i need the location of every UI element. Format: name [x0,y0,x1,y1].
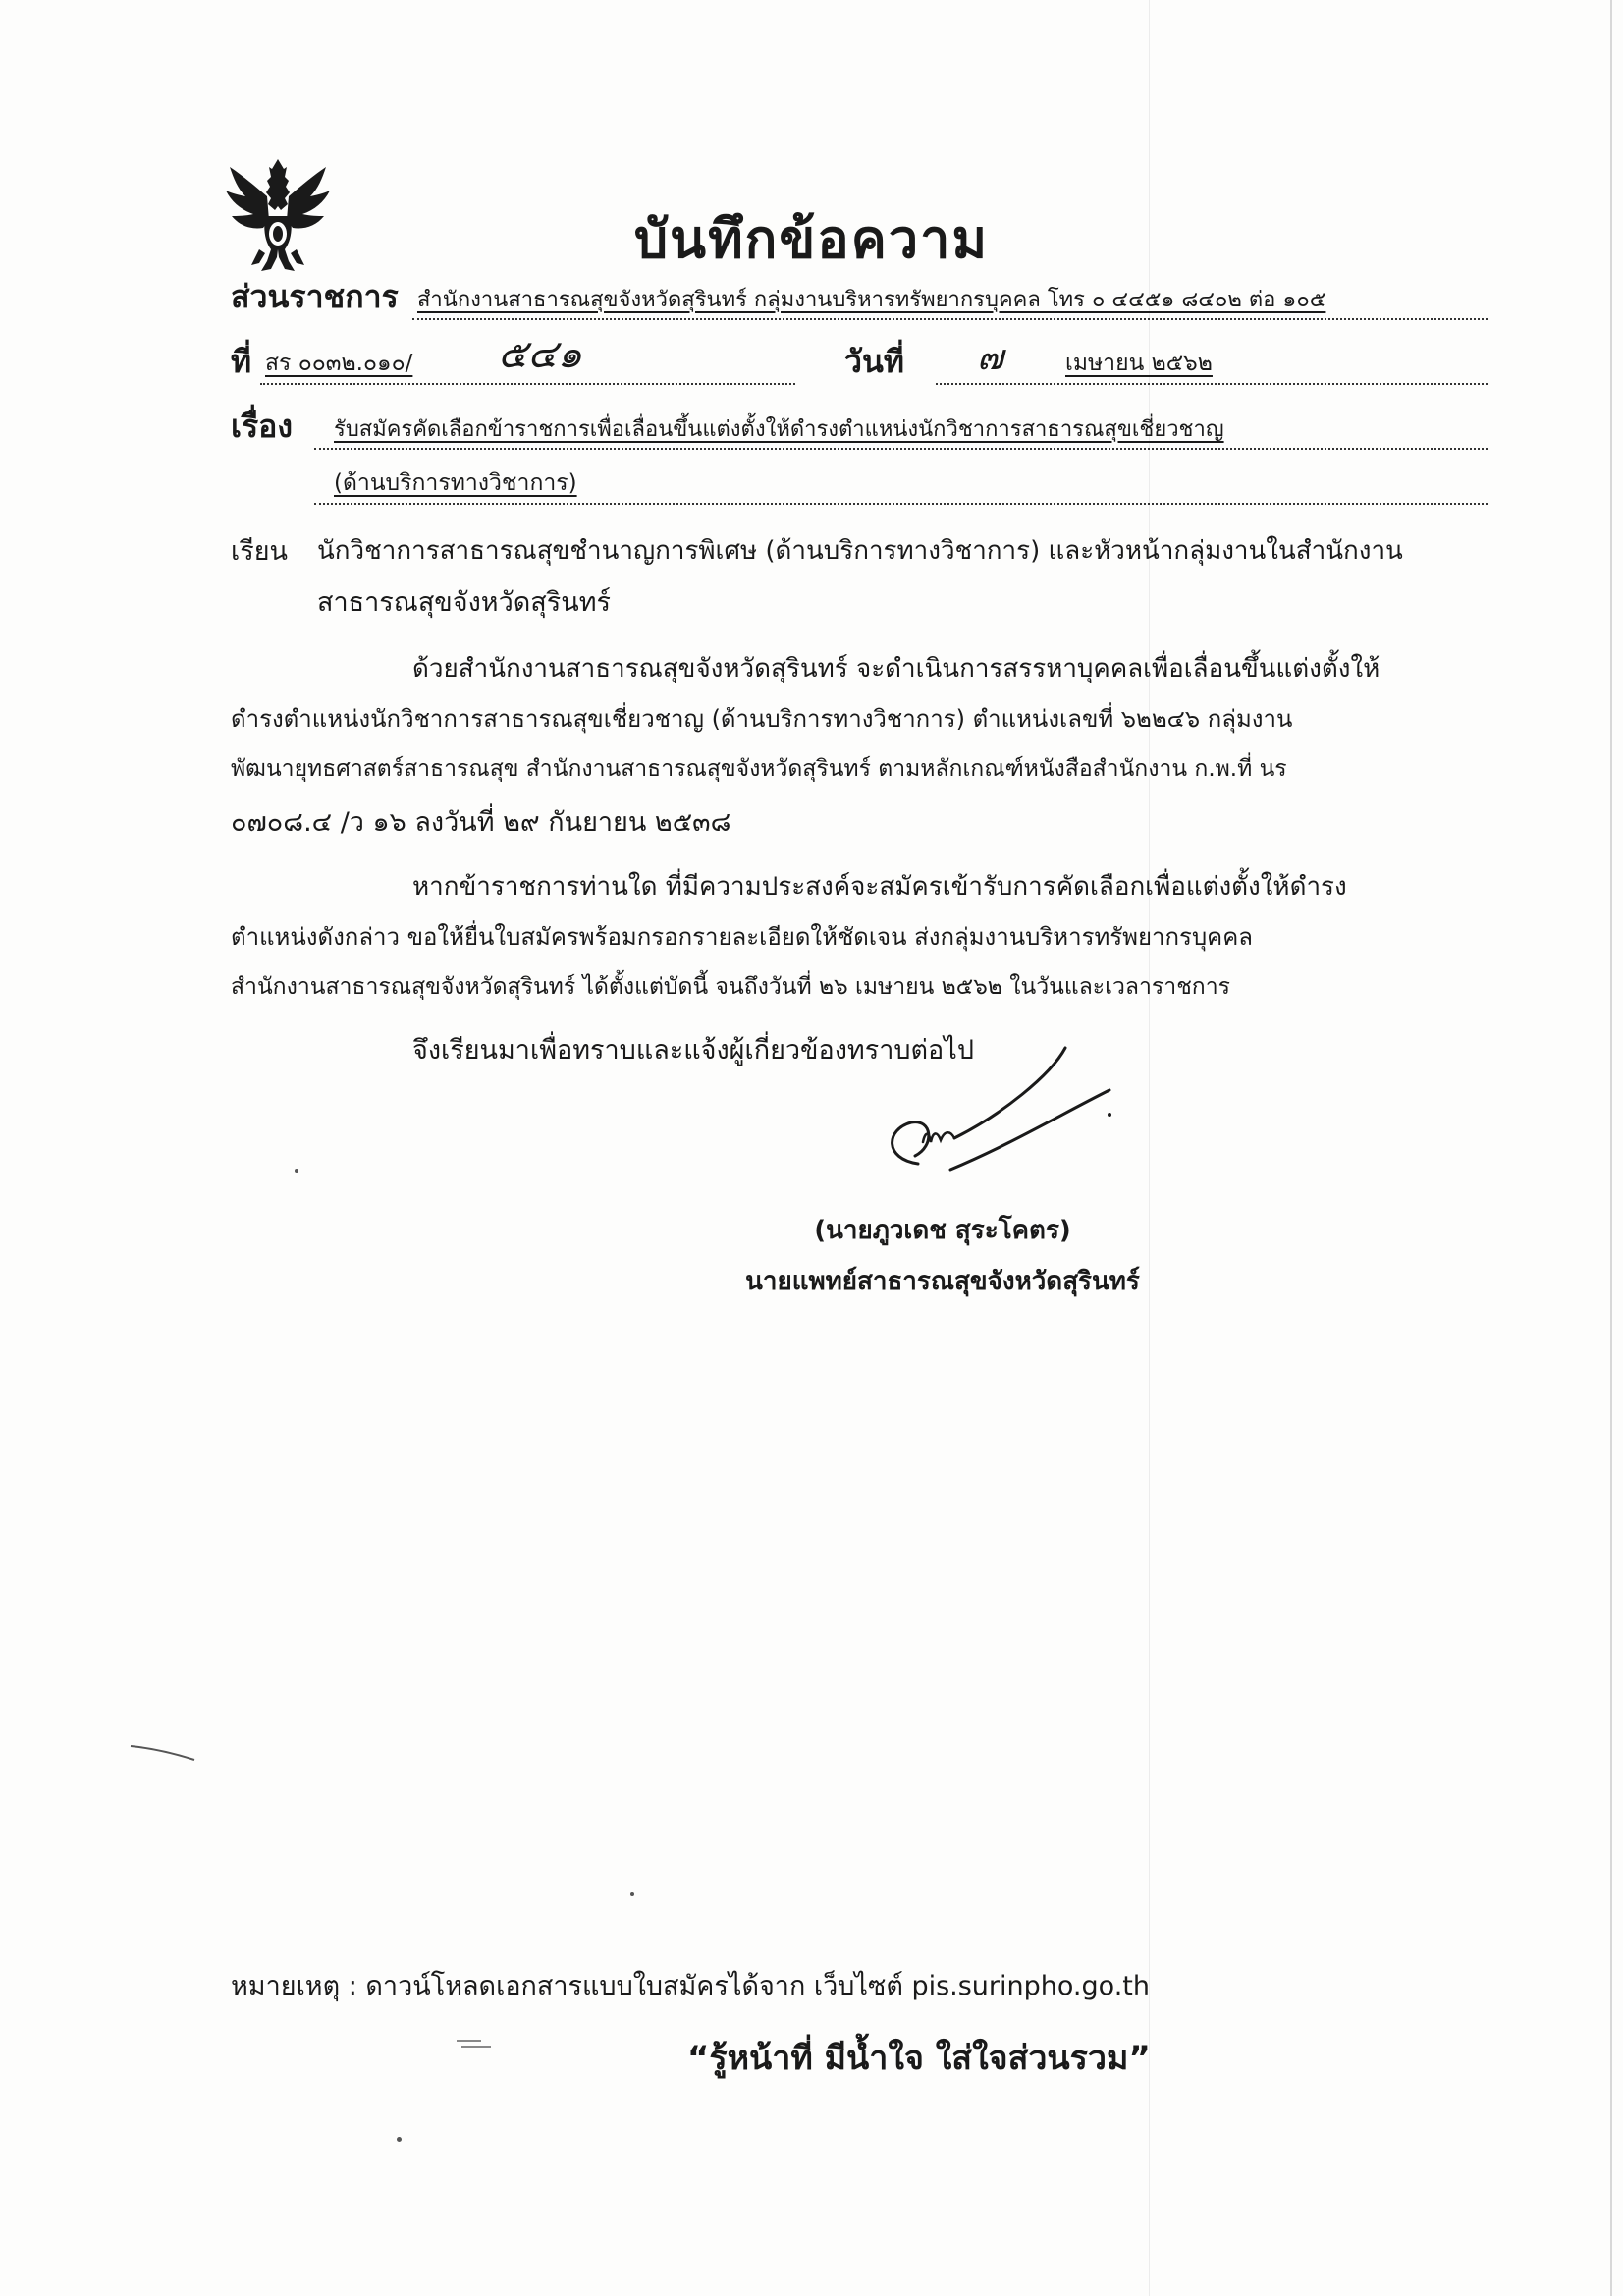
subject-label: เรื่อง [231,408,293,445]
closing-line: จึงเรียนมาเพื่อทราบและแจ้งผู้เกี่ยวข้องทราบต่อไป [412,1035,974,1066]
subject-row-2 [231,460,1488,515]
agency-label: ส่วนราชการ [231,278,399,315]
subject-row [231,405,1488,460]
scan-mark [452,2033,511,2052]
scan-mark [126,1738,204,1768]
salutation-line-2: สาธารณสุขจังหวัดสุรินทร์ [317,587,612,618]
subject-line-2: (ด้านบริการทางวิชาการ) [334,470,577,496]
date-month-year: เมษายน ๒๕๖๒ [1065,351,1213,376]
agency-row [231,275,1488,330]
reference-value: สร ๐๐๓๒.๐๑๐/ [265,351,413,376]
signer-position: นายแพทย์สาธารณสุขจังหวัดสุรินทร์ [745,1267,1140,1296]
page-edge-shadow [1610,0,1612,2296]
date-label: วันที่ [844,343,904,380]
footer-note: หมายเหตุ : ดาวน์โหลดเอกสารแบบใบสมัครได้จาก เว็บไซต์ pis.surinpho.go.th [231,1971,1150,2001]
paragraph-1-line-2: ดำรงตำแหน่งนักวิชาการสาธารณสุขเชี่ยวชาญ (ด้านบริการทางวิชาการ) ตำแหน่งเลขที่ ๖๒๒๔๖ กลุ่มงาน [231,705,1293,733]
subject-dotted-line-2 [314,503,1488,505]
agency-dotted-line [412,318,1488,320]
scan-dot [295,1169,298,1173]
paragraph-2-line-3: สำนักงานสาธารณสุขจังหวัดสุรินทร์ ได้ตั้งแต่บัดนี้ จนถึงวันที่ ๒๖ เมษายน ๒๕๖๒ ในวันและเวลาราชการ [231,974,1230,1000]
scan-dot [397,2137,402,2142]
agency-value: สำนักงานสาธารณสุขจังหวัดสุรินทร์ กลุ่มงานบริหารทรัพยากรบุคคล โทร ๐ ๔๔๕๑ ๘๔๐๒ ต่อ ๑๐๕ [417,288,1326,312]
paragraph-1-line-4: ๐๗๐๘.๔ /ว ๑๖ ลงวันที่ ๒๙ กันยายน ๒๕๓๘ [231,807,731,838]
reference-handwritten-number: ๕๔๑ [498,332,582,377]
salutation-line-1: นักวิชาการสาธารณสุขชำนาญการพิเศษ (ด้านบริการทางวิชาการ) และหัวหน้ากลุ่มงานในสำนักงาน [317,536,1403,566]
subject-dotted-line-1 [314,448,1488,450]
reference-label: ที่ [231,343,252,380]
document-title: บันทึกข้อความ [633,208,990,270]
paragraph-1-line-1: ด้วยสำนักงานสาธารณสุขจังหวัดสุรินทร์ จะดำเนินการสรรหาบุคคลเพื่อเลื่อนขึ้นแต่งตั้งให้ [412,654,1380,683]
footer-slogan: “รู้หน้าที่ มีน้ำใจ ใส่ใจส่วนรวม” [687,2039,1151,2078]
subject-line-1: รับสมัครคัดเลือกข้าราชการเพื่อเลื่อนขึ้นแต่งตั้งให้ดำรงตำแหน่งนักวิชาการสาธารณสุขเชี่ยวชาญ [334,417,1224,442]
paragraph-2-line-2: ตำแหน่งดังกล่าว ขอให้ยื่นใบสมัครพร้อมกรอกรายละเอียดให้ชัดเจน ส่งกลุ่มงานบริหารทรัพยากรบุคคล [231,923,1253,951]
date-day-handwritten: ๗ [977,338,1004,378]
signer-name: (นายภูวเดช สุระโคตร) [814,1216,1071,1245]
paragraph-2-line-1: หากข้าราชการท่านใด ที่มีความประสงค์จะสมัครเข้ารับการคัดเลือกเพื่อแต่งตั้งให้ดำรง [412,872,1347,902]
scan-dot [630,1892,634,1896]
handwritten-signature [864,1036,1119,1183]
date-dotted-line [936,383,1488,385]
salutation-label: เรียน [231,536,289,567]
reference-row [231,332,1488,395]
paragraph-1-line-3: พัฒนายุทธศาสตร์สาธารณสุข สำนักงานสาธารณสุขจังหวัดสุรินทร์ ตามหลักเกณฑ์หนังสือสำนักงาน ก.พ.ที่ นร [231,756,1287,782]
